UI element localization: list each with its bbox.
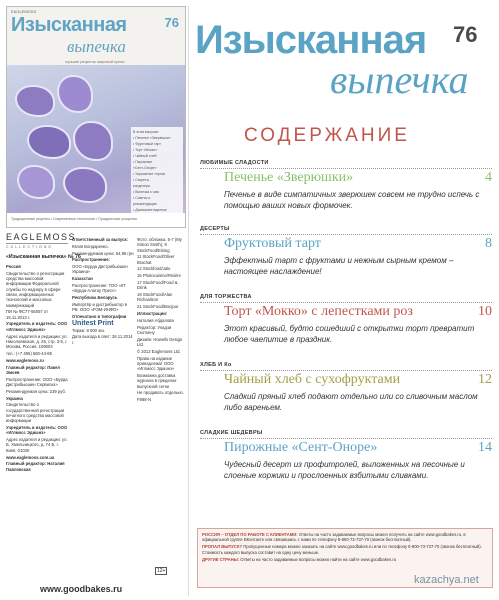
eaglemoss-logo: EAGLEMOSS COLLECTIONS xyxy=(6,232,77,249)
cover-image xyxy=(6,6,186,228)
entry-description: Сладкий пряный хлеб подают отдельно или со сливочным маслом либо вареньем. xyxy=(224,392,478,412)
cookie-shape xyxy=(63,167,107,203)
cover-photo-cookies xyxy=(7,65,186,215)
contents-entry[interactable] xyxy=(200,226,492,277)
contents-entry[interactable] xyxy=(200,294,492,345)
contents-entry[interactable] xyxy=(200,430,492,481)
entry-description: Этот красивый, будто сошедший с открытки торт превратит любое чаепитие в праздник. xyxy=(224,324,475,344)
entry-category: ХЛЕБ И Ко xyxy=(200,362,492,371)
entry-category: ДЛЯ ТОРЖЕСТВА xyxy=(200,294,492,303)
entry-description: Эффектный тарт с фруктами и нежным сырным кремом – настоящее наслаждение! xyxy=(224,256,454,276)
imprint-column-1: Россия Свидетельство о регистрации средства массовой информации Федеральной службы по надзору в сфере связи, информационных технологий и массовых коммуникаций ПИ № ФС77-56057 от 15.11.2013 г. Учредитель и издатель: ООО «Иглмосс Эдишнз» Адрес издателя и редакции: ул. Николоямская, д. 26, стр. 3-5, г. Москва, Россия, 109004 тел.: (+7 495) 660-44-85 www.eaglemoss.ru Главный редактор: Павел Эмоев Распространение: ООО «Бурда Дистрибьюшен Сервисиз» Рекомендуемая цена: 239 руб. Украина Свидетельство о государственной регистрации печатного средства массовой информации Учредитель и издатель: ООО «Иглмосс Эдишнз» Адрес издателя и редакции: ул. Б. Хмельницкого, д. 74 Б, г. Киев, 01030 www.eaglemoss.com.ua Главный редактор: Наталия Павловская xyxy=(6,264,68,472)
cookie-shape xyxy=(15,85,55,117)
imprint-column-3: Фото: обложка, 5-7 (My Simon Smith), 8 StockFood/Eising 11 StockFood/Oliver Brachat 12 Stockfood/Jalo 15 Photocuisine/Rivière 17 StockFood/Food & Drink 19 StockFood/Alan Richardson 21 StockFood/Bonjour Иллюстрации: Наталия Абдалова Редактор: Уладзи Скоткену Дизайн: Howells Design Ltd. © 2013 Eaglemoss Ltd. Права на издание принадлежат ООО «Иглмосс Эдишнз» Возможна доставка журнала в пределах выпускной сетки Не продавать отдельно. F888-N xyxy=(137,237,184,403)
contents-heading: СОДЕРЖАНИЕ xyxy=(244,125,410,146)
entry-title[interactable]: Чайный хлеб с сухофруктами xyxy=(224,372,401,387)
entry-page-number: 14 xyxy=(478,440,492,455)
cover-top-text: EAGLEMOSS xyxy=(11,9,37,14)
column-divider xyxy=(188,6,189,596)
customer-service-box: РОССИЯ – ОТДЕЛ ПО РАБОТЕ С КЛИЕНТАМИ: Ответы на часто задаваемые вопросы можно получить на сайте www.goodbakes.ru, в официальной группе ВКонтакте или связавшись с нами по телефону 8-800-73-737-70 (звонок бесплатный). ПРОПАЛ ВЫПУСК? Пропущенные номера можно заказать на сайте www.goodbakes.ru или по телефону 8-800-73-737-70 (звонок бесплатный). Стоимость каждого выпуска составит на одну цену меньше. ДРУГИЕ СТРАНЫ: Ответы на часто задаваемые вопросы можно найти на сайте www.goodbakes.ru xyxy=(197,528,493,588)
entry-title[interactable]: Печенье «Зверюшки» xyxy=(224,170,354,185)
entry-page-number: 12 xyxy=(478,372,492,387)
cover-issue-number: 76 xyxy=(164,15,179,30)
cover-title-line1: Изысканная xyxy=(11,14,127,36)
watermark-text: kazachya.net xyxy=(414,574,479,586)
entry-page-number: 10 xyxy=(478,304,492,319)
magazine-title-line1: Изысканная xyxy=(195,18,427,62)
website-link[interactable]: www.goodbakes.ru xyxy=(40,584,123,594)
contents-entry[interactable] xyxy=(200,160,492,211)
imprint-column-2: Ответственный за выпуск: Юлия Бондаренко. Рекомендуемая цена: 64,95 грн Распространение: ООО «Бурда Дистрибьюшен Украина» Казахстан Распространение: ТОО «КТ «Бурда-Алатау Пресс» Республика Беларусь Импортёр и дистрибьютор в РБ: ООО «РЭМ-ИНФО» Отпечатано в типографии Unitest Print Тираж: 8 000 экз. Дата выхода в свет: 26.11.2014 г. xyxy=(72,237,134,345)
cookie-shape xyxy=(57,75,93,113)
cookie-shape xyxy=(17,165,55,199)
cover-contents-box: В этом выпуске: • Печенье «Зверюшки» • Фруктовый тарт • Торт «Мокко» • Чайный хлеб • Пирожные «Сент-Оноре» • Украшение тортов • Секреты кондитера • Выпечка к чаю • Советы и рекомендации • Домашнее варенье xyxy=(131,127,183,228)
age-rating-badge: 12+ xyxy=(157,568,166,574)
printer-logo: Unitest Print xyxy=(72,319,114,327)
imprint-magazine-heading: «Изысканная выпечка» № 76 xyxy=(6,254,81,260)
entry-page-number: 4 xyxy=(485,170,492,185)
issue-number: 76 xyxy=(453,22,478,47)
entry-description: Чудесный десерт из профитролей, выложенных на песочные и слоеные коржики и прослоенных взбитыми сливками. xyxy=(224,460,465,480)
cookie-shape xyxy=(27,125,71,159)
cover-subtitle: лучшие рецепты мировой кухни xyxy=(65,59,125,64)
entry-title[interactable]: Фруктовый тарт xyxy=(224,236,321,251)
cover-bottom-strip: Традиционные рецепты • Современные технологии • Праздничные угощения xyxy=(7,213,186,227)
entry-category: ЛЮБИМЫЕ СЛАДОСТИ xyxy=(200,160,492,169)
contents-entry[interactable] xyxy=(200,362,492,413)
entry-page-number: 8 xyxy=(485,236,492,251)
cover-title-line2: выпечка xyxy=(67,37,126,56)
entry-title[interactable]: Пирожные «Сент-Оноре» xyxy=(224,440,378,455)
entry-category: ДЕСЕРТЫ xyxy=(200,226,492,235)
entry-category: СЛАДКИЕ ШЕДЕВРЫ xyxy=(200,430,492,439)
cookie-shape xyxy=(73,121,113,161)
entry-title[interactable]: Торт «Мокко» с лепестками роз xyxy=(224,304,413,319)
entry-description: Печенье в виде симпатичных зверюшек совсем не трудно испечь с помощью ваших новых формочек. xyxy=(224,190,480,210)
magazine-title-line2: выпечка xyxy=(330,57,469,102)
